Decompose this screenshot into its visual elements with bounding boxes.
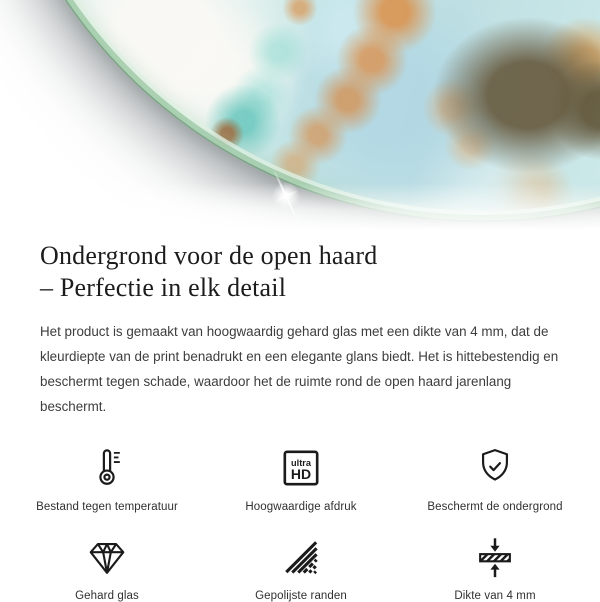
page-title-line1: Ondergrond voor de open haard bbox=[40, 241, 378, 270]
polished-edges-icon bbox=[279, 533, 323, 581]
feature-item-protection bbox=[398, 444, 592, 513]
product-info-section bbox=[0, 240, 600, 602]
product-description: Het product is gemaakt van hoogwaardig gehard glas met een dikte van 4 mm, dat de kleurdiepte van de print benadrukt en een elegante glans biedt. Het is hittebestendig en beschermt tegen schade, waardoor het de ruimte rond de open haard jarenlang beschermt. bbox=[40, 324, 559, 414]
thermometer-icon bbox=[85, 444, 129, 492]
ultra-hd-icon bbox=[280, 444, 322, 492]
ultra-hd-badge-top: ultra bbox=[291, 457, 311, 468]
sparkle-glint-icon bbox=[266, 176, 306, 216]
feature-label: Gehard glas bbox=[75, 590, 139, 602]
thickness-icon bbox=[472, 533, 518, 581]
feature-label: Bestand tegen temperatuur bbox=[36, 501, 178, 513]
feature-item-temperature bbox=[10, 444, 204, 513]
feature-label: Gepolijste randen bbox=[255, 590, 347, 602]
product-image bbox=[0, 0, 600, 234]
feature-item-thickness bbox=[398, 533, 592, 602]
page-title-line2: – Perfectie in elk detail bbox=[40, 273, 287, 302]
shield-check-icon bbox=[473, 444, 517, 492]
page-title bbox=[40, 240, 562, 304]
diamond-icon bbox=[84, 533, 130, 581]
feature-label: Dikte van 4 mm bbox=[454, 590, 536, 602]
feature-label: Beschermt de ondergrond bbox=[427, 501, 563, 513]
feature-item-tempered-glass bbox=[10, 533, 204, 602]
ultra-hd-badge-bottom: HD bbox=[290, 465, 312, 482]
feature-item-polished-edges bbox=[204, 533, 398, 602]
feature-item-print-quality bbox=[204, 444, 398, 513]
feature-grid bbox=[10, 444, 592, 602]
feature-label: Hoogwaardige afdruk bbox=[245, 501, 357, 513]
